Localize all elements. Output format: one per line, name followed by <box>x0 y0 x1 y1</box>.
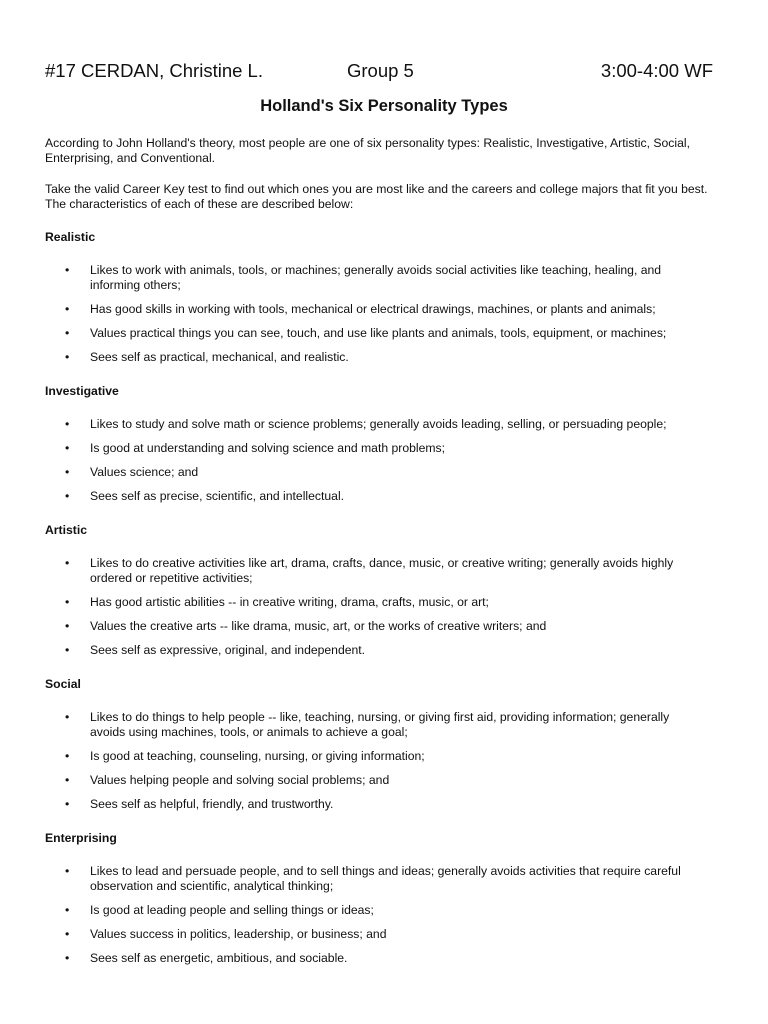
section-heading: Artistic <box>45 523 87 537</box>
bullet-list <box>45 710 725 812</box>
list-item: • Likes to do creative activities like art, drama, crafts, dance, music, or creative writing; generally avoids highly ordered or repetitive activities; <box>45 556 725 586</box>
section-social <box>45 677 725 812</box>
list-item: • Is good at leading people and selling things or ideas; <box>45 903 725 918</box>
intro-paragraph: According to John Holland's theory, most people are one of six personality types: Realistic, Investigative, Artistic, Social, Enterprising, and Conventional. <box>45 136 690 165</box>
section-enterprising <box>45 831 725 966</box>
section-artistic <box>45 523 725 658</box>
section-heading: Enterprising <box>45 831 117 845</box>
group-label: Group 5 <box>347 60 414 81</box>
list-item: • Is good at understanding and solving science and math problems; <box>45 441 725 456</box>
bullet-list <box>45 417 725 504</box>
section-heading: Social <box>45 677 81 691</box>
list-item: • Sees self as practical, mechanical, and realistic. <box>45 350 725 365</box>
document-title: Holland's Six Personality Types <box>260 97 508 115</box>
student-name: #17 CERDAN, Christine L. <box>45 60 263 81</box>
list-item: • Likes to do things to help people -- like, teaching, nursing, or giving first aid, providing information; generally avoids using machines, tools, or animals to achieve a goal; <box>45 710 725 740</box>
list-item: • Values science; and <box>45 465 725 480</box>
schedule-label: 3:00-4:00 WF <box>600 60 713 81</box>
list-item: • Likes to lead and persuade people, and to sell things and ideas; generally avoids activities that require careful observation and scientific, analytical thinking; <box>45 864 725 894</box>
list-item: • Sees self as energetic, ambitious, and sociable. <box>45 951 725 966</box>
intro-paragraph: Take the valid Career Key test to find out which ones you are most like and the careers and college majors that fit you best. The characteristics of each of these are described below: <box>45 182 708 211</box>
document-body <box>45 136 725 985</box>
document-header <box>45 60 713 86</box>
list-item: • Is good at teaching, counseling, nursing, or giving information; <box>45 749 725 764</box>
bullet-list <box>45 263 725 365</box>
bullet-list <box>45 556 725 658</box>
section-realistic <box>45 230 725 365</box>
section-investigative <box>45 384 725 504</box>
list-item: • Values practical things you can see, touch, and use like plants and animals, tools, equipment, or machines; <box>45 326 725 341</box>
list-item: • Likes to study and solve math or science problems; generally avoids leading, selling, or persuading people; <box>45 417 725 432</box>
list-item: • Has good skills in working with tools, mechanical or electrical drawings, machines, or plants and animals; <box>45 302 725 317</box>
bullet-list <box>45 864 725 966</box>
list-item: • Sees self as expressive, original, and independent. <box>45 643 725 658</box>
list-item: • Values success in politics, leadership, or business; and <box>45 927 725 942</box>
list-item: • Values helping people and solving social problems; and <box>45 773 725 788</box>
list-item: • Sees self as helpful, friendly, and trustworthy. <box>45 797 725 812</box>
list-item: • Sees self as precise, scientific, and intellectual. <box>45 489 725 504</box>
section-heading: Realistic <box>45 230 96 244</box>
list-item: • Likes to work with animals, tools, or machines; generally avoids social activities like teaching, healing, and informing others; <box>45 263 725 293</box>
list-item: • Values the creative arts -- like drama, music, art, or the works of creative writers; and <box>45 619 725 634</box>
section-heading: Investigative <box>45 384 119 398</box>
list-item: • Has good artistic abilities -- in creative writing, drama, crafts, music, or art; <box>45 595 725 610</box>
